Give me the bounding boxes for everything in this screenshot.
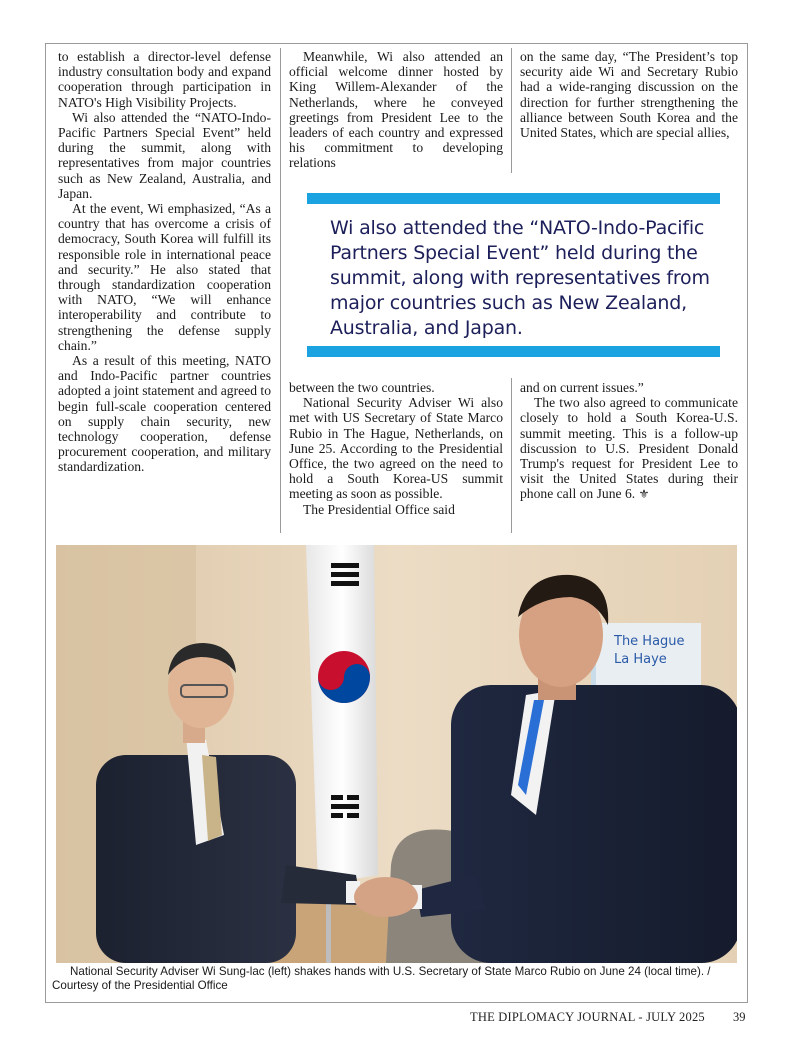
article-column-3-top [520, 49, 738, 140]
paragraph: Meanwhile, Wi also attended an official welcome dinner hosted by King Willem-Alexander of the Netherlands, where he conveyed greetings from President Lee to the leaders of each country and expressed his commitment to developing relations [289, 49, 503, 171]
article-column-1 [58, 49, 271, 475]
photo-illustration [56, 545, 737, 963]
paragraph-text: The two also agreed to communicate closely to hold a South Korea-U.S. summit meeting. This is a follow-up discussion to U.S. President Donald Trump's request for President Lee to visit the United States during their phone call on June 6. [520, 395, 738, 502]
paragraph: and on current issues.” [520, 380, 644, 395]
paragraph: Wi also attended the “NATO-Indo-Pacific Partners Special Event” held during the summit, along with representatives from major countries such as New Zealand, Australia, and Japan. [58, 109, 271, 201]
sign-text: La Haye [614, 652, 667, 667]
paragraph [520, 395, 738, 502]
paragraph: between the two countries. [289, 380, 435, 395]
column-divider [280, 48, 281, 533]
paragraph: As a result of this meeting, NATO and Indo-Pacific partner countries adopted a joint statement and agreed to begin full-scale cooperation centered on supply chain security, new technology cooperation, defense procurement cooperation, and military standardization. [58, 353, 271, 475]
paragraph: At the event, Wi emphasized, “As a country that has overcome a crisis of democracy, South Korea will fulfill its responsible role in international peace and security.” He also stated that through standardization cooperation with NATO, “We will enhance interoperability and contribute to strengthening the defense supply chain.” [58, 201, 271, 353]
column-divider [511, 378, 512, 533]
pullquote-bar-bottom [307, 346, 720, 357]
article-column-2-bottom [289, 380, 503, 517]
article-column-2-top [289, 49, 503, 171]
article-column-3-bottom [520, 380, 738, 503]
pullquote-bar-top [307, 193, 720, 204]
paragraph: National Security Adviser Wi also met with US Secretary of State Marco Rubio in The Hague, Netherlands, on June 25. According to the Presidential Office, the two agreed on the need to hold a South Korea-US summit meeting as soon as possible. [289, 395, 503, 502]
column-divider [511, 48, 512, 173]
article-photo [56, 545, 737, 963]
paragraph: to establish a director-level defense industry consultation body and expand cooperation through participation in NATO's High Visibility Projects. [58, 49, 271, 110]
pullquote: Wi also attended the “NATO-Indo-Pacific Partners Special Event” held during the summit, along with representatives from major countries such as New Zealand, Australia, and Japan. [330, 217, 710, 339]
end-mark-icon: ⚜ [638, 487, 650, 502]
paragraph: on the same day, “The President’s top security aide Wi and Secretary Rubio had a wide-ranging discussion on the direction for further strengthening the alliance between South Korea and the United States, which are special allies, [520, 49, 738, 141]
footer-journal: THE DIPLOMACY JOURNAL - JULY 2025 [470, 1010, 705, 1024]
sign-text: The Hague [614, 634, 685, 649]
page-number: 39 [733, 1010, 746, 1024]
paragraph: The Presidential Office said [303, 501, 455, 517]
photo-caption: National Security Adviser Wi Sung-lac (left) shakes hands with U.S. Secretary of State Marco Rubio on June 24 (local time). / Courtesy of the Presidential Office [52, 965, 711, 992]
